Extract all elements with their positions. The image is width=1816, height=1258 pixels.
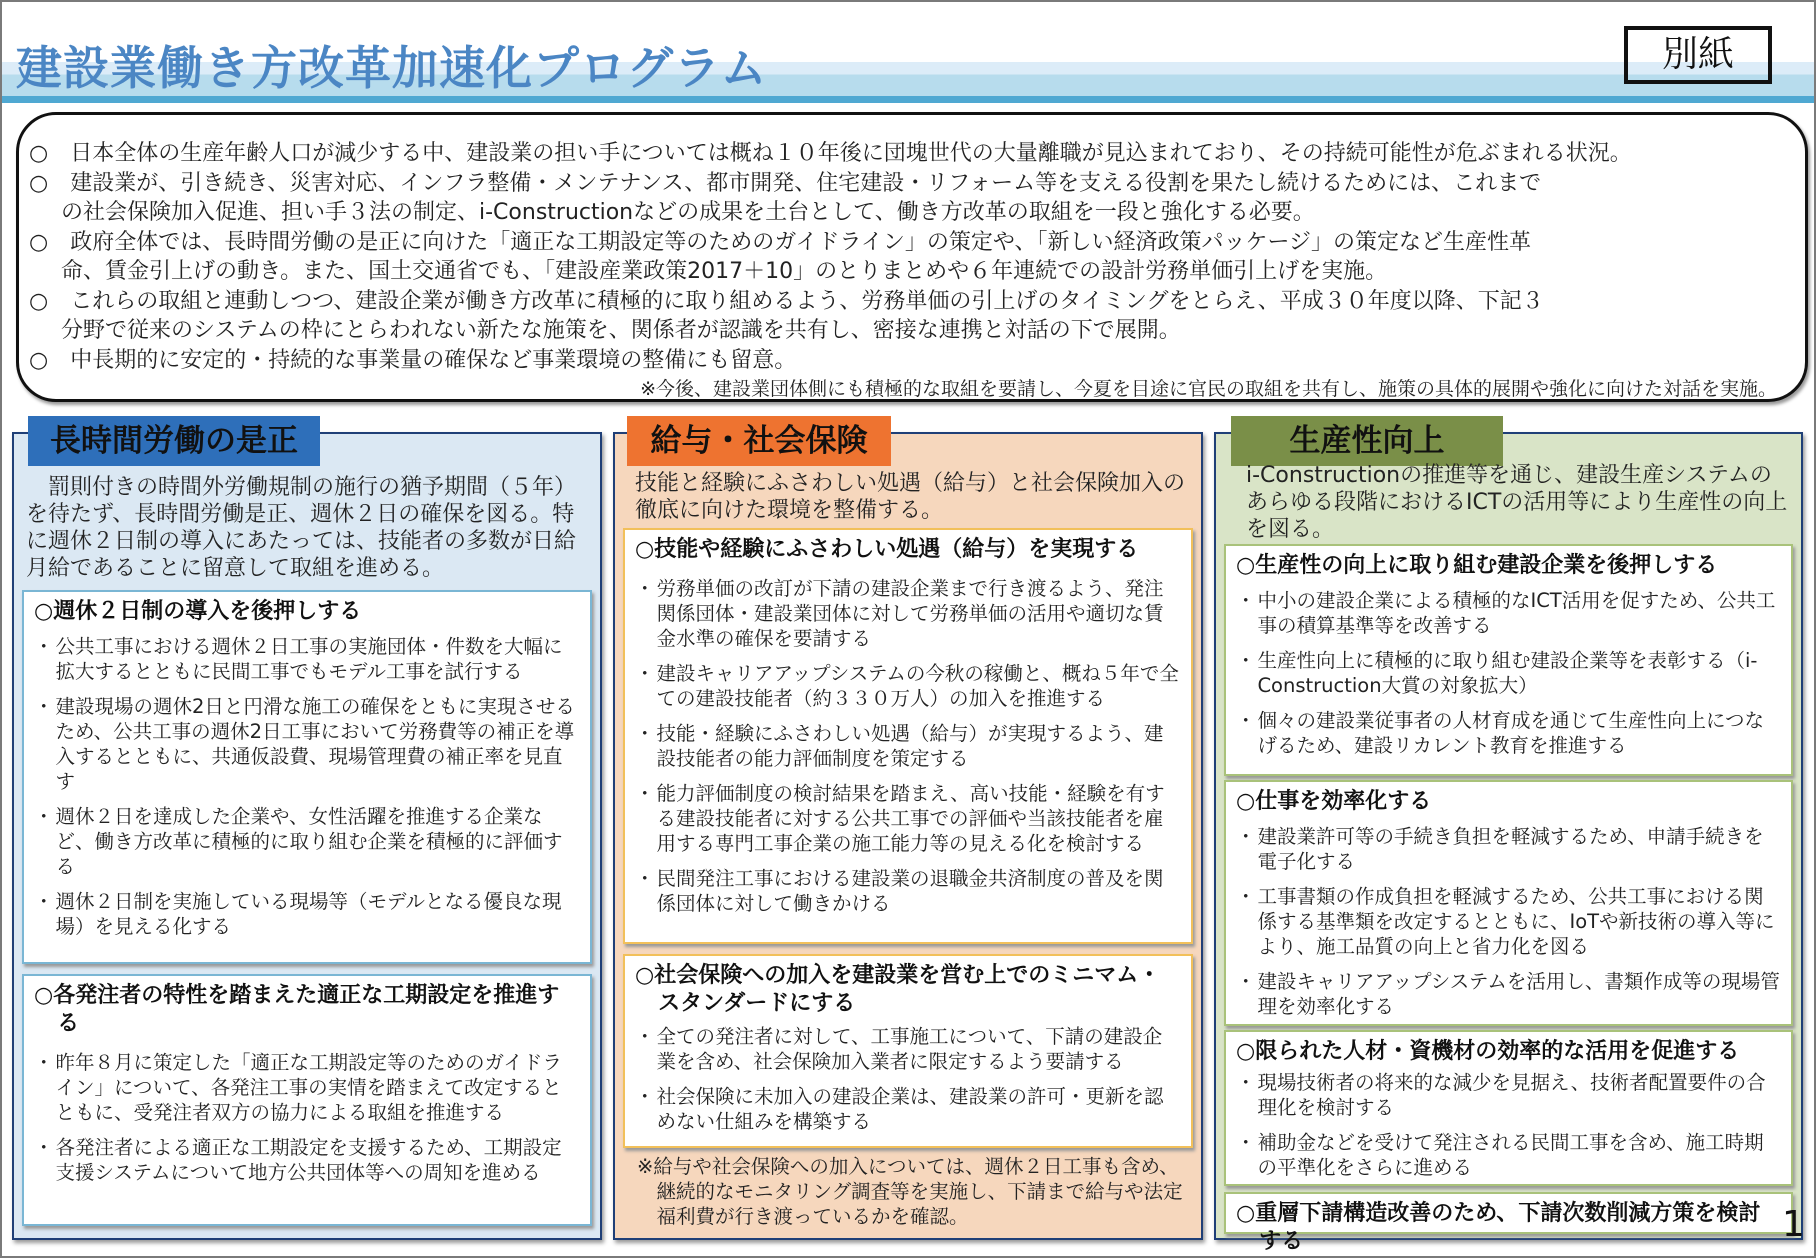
list-item: ・ 工事書類の作成負担を軽減するため、公共工事における関係する基準類を改定するとともに、IoTや新技術の導入等により、施工品質の向上と省力化を図る: [1236, 884, 1781, 959]
summary-line: ○ これらの取組と連動しつつ、建設企業が働き方改革に積極的に取り組めるよう、労務単価の引上げのタイミングをとらえ、平成３０年度以降、下記３: [29, 288, 1544, 314]
list-item: ・ 建設現場の週休2日と円滑な施工の確保をともに実現させるため、公共工事の週休2日工事において労務費等の補正を導入するとともに、共通仮設費、現場管理費の補正率を見直す: [34, 694, 580, 794]
measure-card: [1224, 1030, 1793, 1186]
measure-list: [34, 1050, 580, 1185]
summary-line: ○ 日本全体の生産年齢人口が減少する中、建設業の担い手については概ね１０年後に団塊世代の大量離職が見込まれており、その持続可能性が危ぶまれる状況。: [29, 141, 1632, 166]
list-item: ・ 社会保険に未加入の建設企業は、建設業の許可・更新を認めない仕組みを構築する: [635, 1084, 1181, 1134]
measure-card: [22, 974, 592, 1226]
column-intro: i-Constructionの推進等を通じ、建設生産システムのあらゆる段階におけるICTの活用等により生産性の向上を図る。: [1246, 463, 1788, 542]
circle-bullet-icon: ○: [635, 537, 655, 562]
measure-title: ○重層下請構造改善のため、下請次数削減方策を検討する: [1236, 1201, 1761, 1254]
measure-card: [623, 954, 1193, 1148]
list-item: ・ 現場技術者の将来的な減少を見据え、技術者配置要件の合理化を検討する: [1236, 1070, 1781, 1120]
column-heading: 長時間労働の是正: [28, 416, 320, 466]
measure-card: [1224, 1192, 1793, 1254]
measure-title: ○限られた人材・資機材の効率的な活用を促進する: [1236, 1039, 1740, 1064]
column-intro: 罰則付きの時間外労働規制の施行の猶予期間（５年）を待たず、長時間労働是正、週休２日の確保を図る。特に週休２日制の導入にあたっては、技能者の多数が日給月給であることに留意して取組を進める。: [26, 475, 577, 581]
circle-bullet-icon: ○: [29, 288, 49, 314]
circle-bullet-icon: ○: [29, 141, 49, 166]
circle-bullet-icon: ○: [1236, 1039, 1256, 1064]
column-intro: 技能と経験にふさわしい処遇（給与）と社会保険加入の徹底に向けた環境を整備する。: [635, 471, 1186, 523]
circle-bullet-icon: ○: [635, 963, 655, 988]
circle-bullet-icon: ○: [29, 170, 49, 196]
monitoring-note: ※給与や社会保険への加入については、週休２日工事も含め、継続的なモニタリング調査等を実施し、下請まで給与や法定福利費が行き渡っているかを確認。: [637, 1155, 1183, 1228]
list-item: ・ 補助金などを受けて発注される民間工事を含め、施工時期の平準化をさらに進める: [1236, 1130, 1781, 1180]
measure-title: ○技能や経験にふさわしい処遇（給与）を実現する: [635, 537, 1139, 562]
summary-line: 分野で従来のシステムの枠にとらわれない新たな施策を、関係者が認識を共有し、密接な連携と対話の下で展開。: [61, 318, 1181, 343]
list-item: ・ 技能・経験にふさわしい処遇（給与）が実現するよう、建設技能者の能力評価制度を策定する: [635, 721, 1181, 771]
list-item: ・ 生産性向上に積極的に取り組む建設企業等を表彰する（i-Construction大賞の対象拡大）: [1236, 648, 1781, 698]
list-item: ・ 民間発注工事における建設業の退職金共済制度の普及を関係団体に対して働きかける: [635, 866, 1181, 916]
list-item: ・ 昨年８月に策定した「適正な工期設定等のためのガイドライン」について、各発注工事の実情を踏まえて改定するとともに、受発注者双方の協力による取組を推進する: [34, 1050, 580, 1125]
annex-label: 別紙: [1624, 26, 1772, 84]
summary-line: の社会保険加入促進、担い手３法の制定、i-Constructionなどの成果を土台として、働き方改革の取組を一段と強化する必要。: [61, 200, 1315, 225]
circle-bullet-icon: ○: [29, 347, 49, 373]
measure-card: [1224, 544, 1793, 776]
list-item: ・ 週休２日制を実施している現場等（モデルとなる優良な現場）を見える化する: [34, 889, 580, 939]
measure-title: ○生産性の向上に取り組む建設企業を後押しする: [1236, 553, 1718, 578]
measure-title: ○仕事を効率化する: [1236, 789, 1432, 814]
column-heading: 給与・社会保険: [627, 416, 891, 466]
page-title: 建設業働き方改革加速化プログラム: [16, 41, 768, 95]
list-item: ・ 全ての発注者に対して、工事施工について、下請の建設企業を含め、社会保険加入業者に限定するよう要請する: [635, 1024, 1181, 1074]
list-item: ・ 建設業許可等の手続き負担を軽減するため、申請手続きを電子化する: [1236, 824, 1781, 874]
summary-line: 命、賃金引上げの動き。また、国土交通省でも、「建設産業政策2017＋10」のとりまとめや６年連続での設計労務単価引上げを実施。: [61, 259, 1388, 284]
circle-bullet-icon: ○: [1236, 1201, 1256, 1226]
measure-title: ○社会保険への加入を建設業を営む上でのミニマム・スタンダードにする: [635, 963, 1161, 1016]
list-item: ・ 公共工事における週休２日工事の実施団体・件数を大幅に拡大するとともに民間工事でもモデル工事を試行する: [34, 634, 580, 684]
list-item: ・ 中小の建設企業による積極的なICT活用を促すため、公共工事の積算基準等を改善する: [1236, 588, 1781, 638]
column-wages-social-insurance: [613, 423, 1203, 1240]
measure-title: ○週休２日制の導入を後押しする: [34, 599, 362, 624]
list-item: ・ 個々の建設業従事者の人材育成を通じて生産性向上につなげるため、建設リカレント教育を推進する: [1236, 708, 1781, 758]
summary-box: [16, 112, 1808, 402]
summary-line: ○ 政府全体では、長時間労働の是正に向けた「適正な工期設定等のためのガイドライン」の策定や、「新しい経済政策パッケージ」の策定など生産性革: [29, 229, 1532, 255]
list-item: ・ 能力評価制度の検討結果を踏まえ、高い技能・経験を有する建設技能者に対する公共工事での評価や当該技能者を雇用する専門工事企業の施工能力等の見える化を検討する: [635, 781, 1181, 856]
measure-list: [635, 1024, 1181, 1134]
measure-title: ○各発注者の特性を踏まえた適正な工期設定を推進する: [34, 983, 560, 1036]
list-item: ・ 建設キャリアアップシステムを活用し、書類作成等の現場管理を効率化する: [1236, 969, 1781, 1019]
measure-card: [623, 528, 1193, 944]
measure-card: [1224, 780, 1793, 1026]
summary-line: ○ 中長期的に安定的・持続的な事業量の確保など事業環境の整備にも留意。: [29, 347, 797, 373]
column-heading: 生産性向上: [1231, 416, 1503, 466]
summary-note: ※今後、建設業団体側にも積極的な取組を要請し、今夏を目途に官民の取組を共有し、施策の具体的展開や強化に向けた対話を実施。: [640, 378, 1777, 400]
measure-card: [22, 590, 592, 964]
circle-bullet-icon: ○: [1236, 789, 1256, 814]
column-productivity: [1214, 423, 1803, 1254]
measure-list: [1236, 824, 1781, 1019]
list-item: ・ 各発注者による適正な工期設定を支援するため、工期設定支援システムについて地方公共団体等への周知を進める: [34, 1135, 580, 1185]
circle-bullet-icon: ○: [34, 599, 54, 624]
list-item: ・ 労務単価の改訂が下請の建設企業まで行き渡るよう、発注関係団体・建設業団体に対して労務単価の活用や適切な賃金水準の確保を要請する: [635, 576, 1181, 651]
list-item: ・ 建設キャリアアップシステムの今秋の稼働と、概ね５年で全ての建設技能者（約３３０万人）の加入を推進する: [635, 661, 1181, 711]
measure-list: [1236, 588, 1781, 758]
measure-list: [635, 576, 1181, 916]
measure-list: [1236, 1070, 1781, 1180]
column-long-working-hours: [12, 423, 602, 1240]
circle-bullet-icon: ○: [29, 229, 49, 255]
list-item: ・ 週休２日を達成した企業や、女性活躍を推進する企業など、働き方改革に積極的に取り組む企業を積極的に評価する: [34, 804, 580, 879]
circle-bullet-icon: ○: [34, 983, 54, 1008]
page-number: 1: [1782, 1204, 1805, 1245]
summary-line: ○ 建設業が、引き続き、災害対応、インフラ整備・メンテナンス、都市開発、住宅建設・リフォーム等を支える役割を果たし続けるためには、これまで: [29, 170, 1542, 196]
circle-bullet-icon: ○: [1236, 553, 1256, 578]
measure-list: [34, 634, 580, 939]
